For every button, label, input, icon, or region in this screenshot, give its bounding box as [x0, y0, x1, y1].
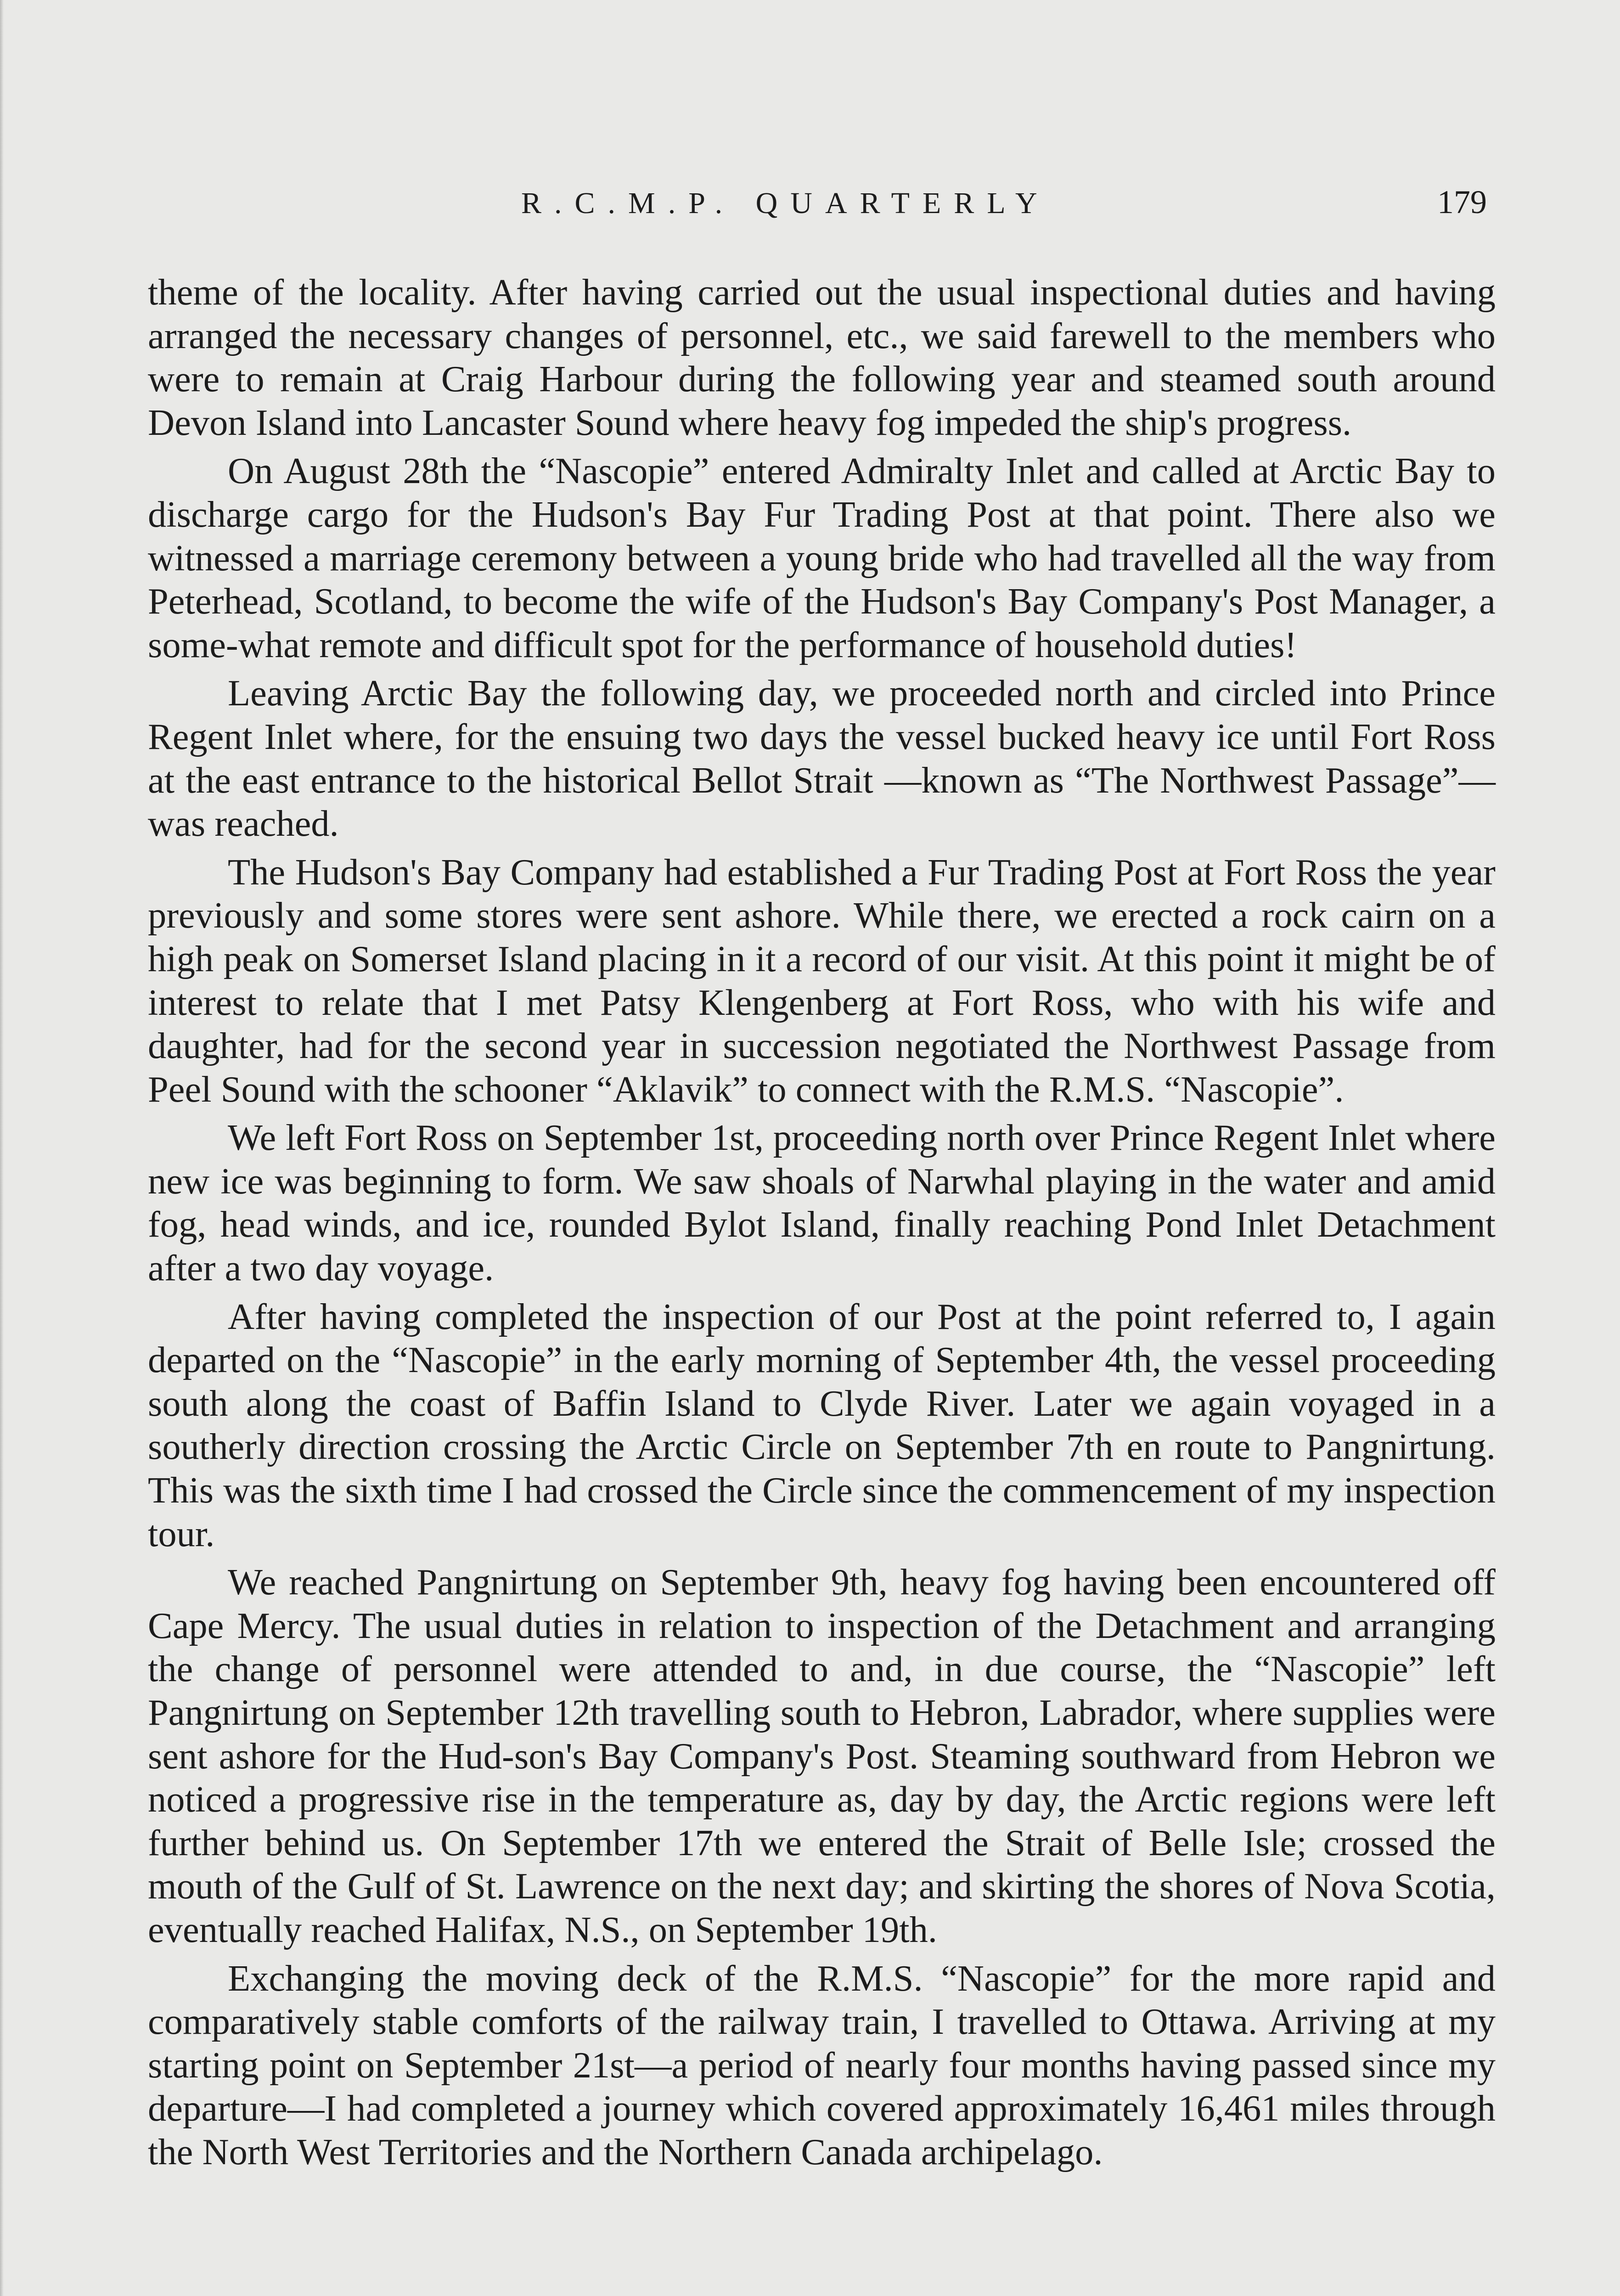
paragraph: Leaving Arctic Bay the following day, we proceeded north and circled into Prince Regent Inlet where, for the ensuing two days the vessel bucked heavy ice until Fort Ross at the east entrance to the historical Bellot Strait —known as “The Northwest Passage”—was reached. [148, 673, 1496, 844]
paragraph: On August 28th the “Nascopie” entered Admiralty Inlet and called at Arctic Bay to discharge cargo for the Hudson's Bay Fur Trading Post at that point. There also we witnessed a marriage ceremony between a young bride who had travelled all the way from Peterhead, Scotland, to become the wife of the Hudson's Bay Company's Post Manager, a some-what remote and difficult spot for the performance of household duties! [148, 450, 1496, 665]
page-edge [0, 0, 4, 2296]
running-head: R.C.M.P. QUARTERLY [521, 186, 1050, 220]
paragraph: After having completed the inspection of our Post at the point referred to, I again departed on the “Nascopie” in the early morning of September 4th, the vessel proceeding south along the coast of Baffin Island to Clyde River. Later we again voyaged in a southerly direction crossing the Arctic Circle on September 7th en route to Pangnirtung. This was the sixth time I had crossed the Circle since the commencement of my inspection tour. [148, 1296, 1496, 1554]
page-header [0, 186, 1620, 232]
page-number: 179 [1437, 184, 1487, 220]
paragraph: We left Fort Ross on September 1st, proceeding north over Prince Regent Inlet where new ice was beginning to form. We saw shoals of Narwhal playing in the water and amid fog, head winds, and ice, rounded Bylot Island, finally reaching Pond Inlet Detachment after a two day voyage. [148, 1117, 1496, 1289]
body-text [148, 271, 1496, 2179]
paragraph: We reached Pangnirtung on September 9th, heavy fog having been encountered off Cape Mercy. The usual duties in relation to inspection of the Detachment and arranging the change of personnel were attended to and, in due course, the “Nascopie” left Pangnirtung on September 12th travelling south to Hebron, Labrador, where supplies were sent ashore for the Hud-son's Bay Company's Post. Steaming southward from Hebron we noticed a progressive rise in the temperature as, day by day, the Arctic regions were left further behind us. On September 17th we entered the Strait of Belle Isle; crossed the mouth of the Gulf of St. Lawrence on the next day; and skirting the shores of Nova Scotia, eventually reached Halifax, N.S., on September 19th. [148, 1562, 1496, 1950]
paragraph: theme of the locality. After having carried out the usual inspectional duties and having arranged the necessary changes of personnel, etc., we said farewell to the members who were to remain at Craig Harbour during the following year and steamed south around Devon Island into Lancaster Sound where heavy fog impeded the ship's progress. [148, 272, 1496, 443]
paragraph: Exchanging the moving deck of the R.M.S. “Nascopie” for the more rapid and comparatively stable comforts of the railway train, I travelled to Ottawa. Arriving at my starting point on September 21st—a period of nearly four months having passed since my departure—I had completed a journey which covered approximately 16,461 miles through the North West Territories and the Northern Canada archipelago. [148, 1958, 1496, 2172]
paragraph: The Hudson's Bay Company had established a Fur Trading Post at Fort Ross the year previously and some stores were sent ashore. While there, we erected a rock cairn on a high peak on Somerset Island placing in it a record of our visit. At this point it might be of interest to relate that I met Patsy Klengenberg at Fort Ross, who with his wife and daughter, had for the second year in succession negotiated the Northwest Passage from Peel Sound with the schooner “Aklavik” to connect with the R.M.S. “Nascopie”. [148, 851, 1496, 1110]
